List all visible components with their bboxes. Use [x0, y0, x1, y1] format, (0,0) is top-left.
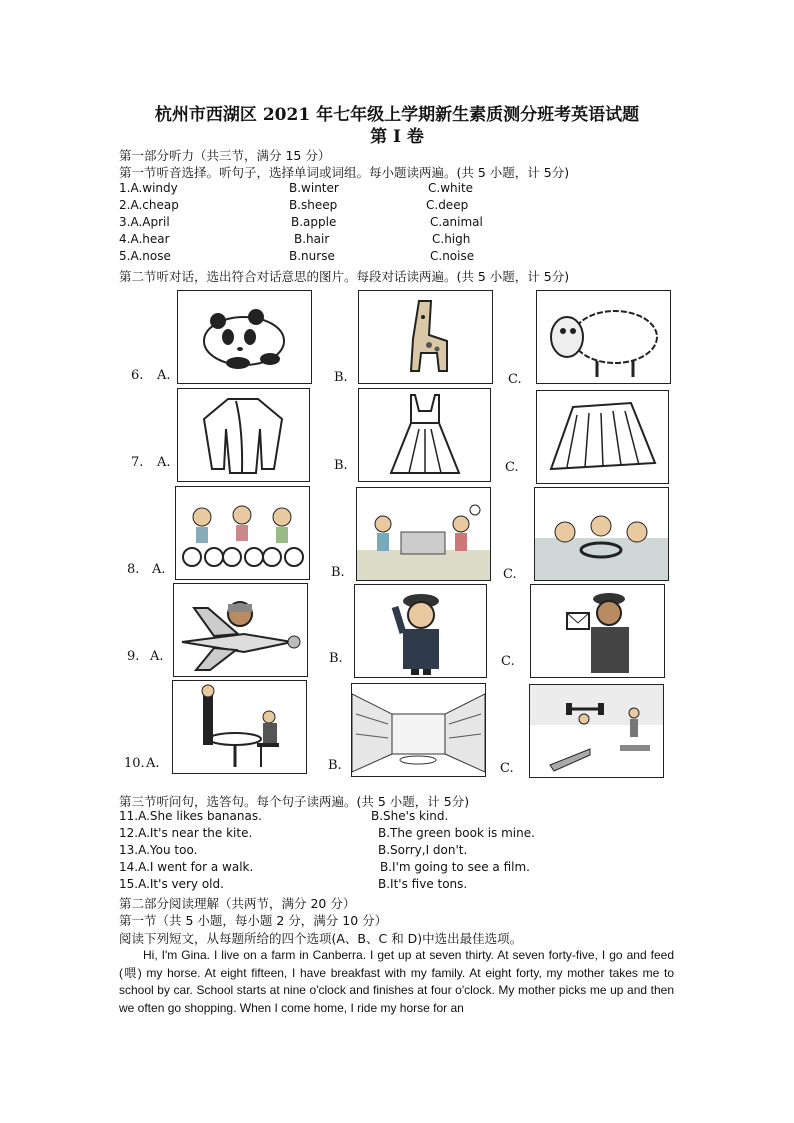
q12-option-b: B.The green book is mine.	[378, 826, 535, 840]
q5-option-c: C.noise	[430, 249, 475, 263]
q7-label-a: A.	[157, 455, 171, 470]
section1-heading: 第一节听音选择。听句子，选择单词或词组。每小题读两遍。(共 5 小题，计 5分)	[119, 165, 570, 180]
skirt-icon[interactable]	[536, 390, 669, 484]
q9-number: 9.	[127, 649, 140, 664]
q14-option-b: B.I'm going to see a film.	[380, 860, 530, 874]
cycling-kids-icon[interactable]	[175, 486, 310, 580]
section3-heading: 第三节听问句，选答句。每个句子读两遍。(共 5 小题，计 5分)	[119, 794, 470, 809]
q8-number: 8.	[127, 562, 140, 577]
q4-option-c: C.high	[432, 232, 471, 246]
q15-option-a: 15.A.It's very old.	[119, 877, 224, 891]
q5-option-b: B.nurse	[289, 249, 335, 263]
part2-heading: 第二部分阅读理解（共两节，满分 20 分）	[119, 896, 356, 911]
q13-option-a: 13.A.You too.	[119, 843, 198, 857]
library-icon[interactable]	[351, 683, 486, 777]
part2-section1-heading: 第一节（共 5 小题，每小题 2 分，满分 10 分）	[119, 913, 388, 928]
q6-label-a: A.	[157, 368, 171, 383]
q3-option-a: 3.A.April	[119, 215, 170, 229]
giraffe-icon[interactable]	[358, 290, 493, 384]
dress-icon[interactable]	[358, 388, 491, 482]
q2-option-c: C.deep	[426, 198, 469, 212]
q1-option-b: B.winter	[289, 181, 339, 195]
q4-option-b: B.hair	[294, 232, 330, 246]
part1-heading: 第一部分听力（共三节，满分 15 分）	[119, 148, 331, 163]
q9-label-c: C.	[501, 654, 515, 669]
police-officer-icon[interactable]	[354, 584, 487, 678]
q3-option-c: C.animal	[430, 215, 483, 229]
restaurant-icon[interactable]	[172, 680, 307, 774]
reading-passage	[119, 947, 674, 1017]
part2-instructions: 阅读下列短文，从每题所给的四个选项(A、B、C 和 D)中选出最佳选项。	[119, 931, 523, 946]
q7-label-c: C.	[505, 460, 519, 475]
page-title: 杭州市西湖区 2021 年七年级上学期新生素质测分班考英语试题	[154, 105, 640, 125]
section2-heading: 第二节听对话，选出符合对话意思的图片。每段对话读两遍。(共 5 小题，计 5分)	[119, 269, 570, 284]
q1-option-c: C.white	[428, 181, 474, 195]
swimming-kids-icon[interactable]	[534, 487, 669, 581]
q10-label-a: A.	[146, 756, 160, 771]
q7-number: 7.	[131, 455, 144, 470]
volume-title: 第 I 卷	[370, 127, 424, 147]
q11-option-b: B.She's kind.	[371, 809, 449, 823]
q2-option-b: B.sheep	[289, 198, 338, 212]
q8-label-b: B.	[331, 565, 345, 580]
q4-option-a: 4.A.hear	[119, 232, 170, 246]
q13-option-b: B.Sorry,I don't.	[378, 843, 468, 857]
q6-label-c: C.	[508, 372, 522, 387]
q15-option-b: B.It's five tons.	[378, 877, 468, 891]
q6-label-b: B.	[334, 370, 348, 385]
q10-number: 10.	[124, 756, 145, 771]
passage-text: Hi, I'm Gina. I live on a farm in Canberra. I get up at seven thirty. At seven forty-five, I go and feed (喂) my horse. At eight fifteen, I have breakfast with my family. At eight forty, my mother takes me to school by car. School starts at nine o'clock and finishes at four o'clock. My mother picks me up and then we often go shopping. When I come home, I ride my horse for an	[119, 948, 674, 1015]
sheep-icon[interactable]	[536, 290, 671, 384]
badminton-kids-icon[interactable]	[356, 487, 491, 581]
q14-option-a: 14.A.I went for a walk.	[119, 860, 254, 874]
blouse-icon[interactable]	[177, 388, 310, 482]
postman-icon[interactable]	[530, 584, 665, 678]
q9-label-b: B.	[329, 651, 343, 666]
q7-label-b: B.	[334, 458, 348, 473]
panda-icon[interactable]	[177, 290, 312, 384]
q10-label-c: C.	[500, 761, 514, 776]
q10-label-b: B.	[328, 758, 342, 773]
q1-option-a: 1.A.windy	[119, 181, 178, 195]
q8-label-c: C.	[503, 567, 517, 582]
q5-option-a: 5.A.nose	[119, 249, 171, 263]
q6-number: 6.	[131, 368, 144, 383]
q8-label-a: A.	[152, 562, 166, 577]
q2-option-a: 2.A.cheap	[119, 198, 179, 212]
q12-option-a: 12.A.It's near the kite.	[119, 826, 253, 840]
q3-option-b: B.apple	[291, 215, 337, 229]
q11-option-a: 11.A.She likes bananas.	[119, 809, 262, 823]
q9-label-a: A.	[150, 649, 164, 664]
pilot-icon[interactable]	[173, 583, 308, 677]
gym-icon[interactable]	[529, 684, 664, 778]
